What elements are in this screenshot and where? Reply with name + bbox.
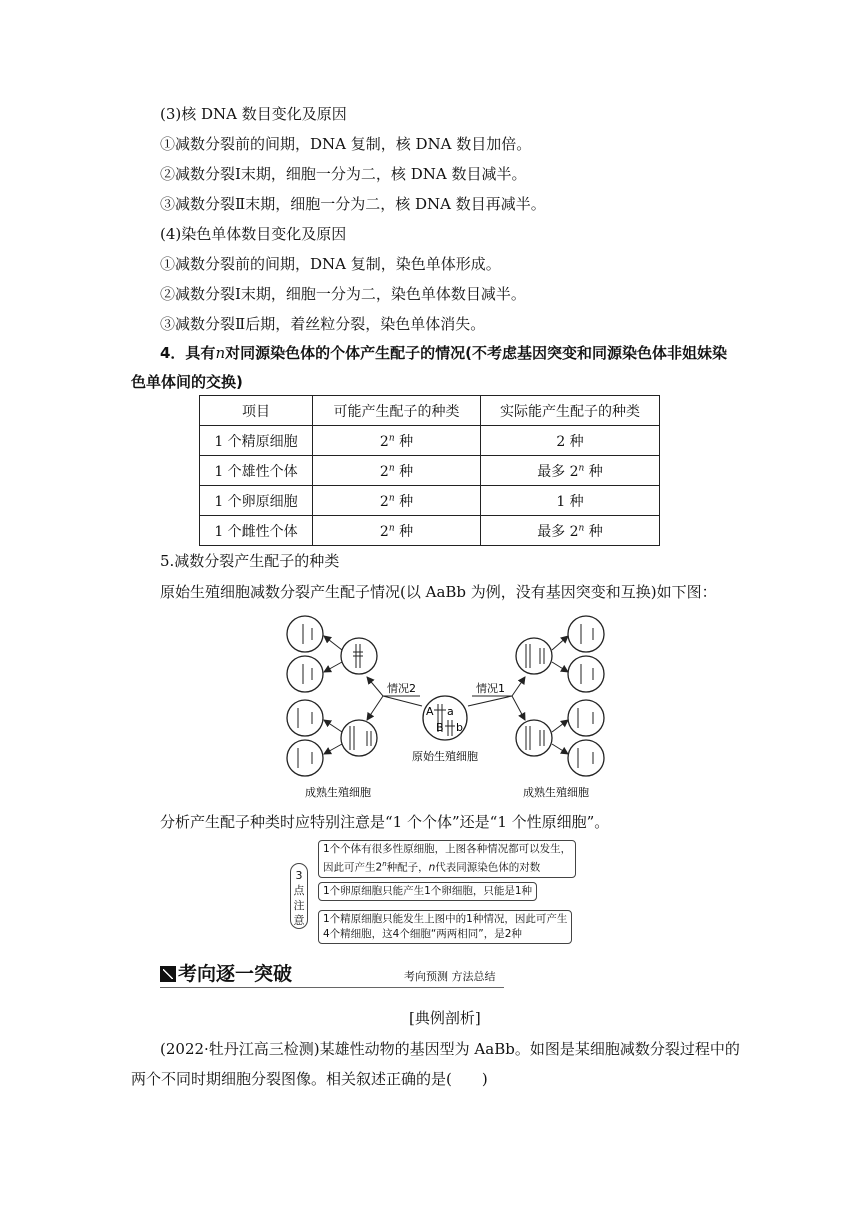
table-cell-item: 1 个卵原细胞 bbox=[200, 486, 313, 516]
case-right-label: 情况1 bbox=[476, 682, 505, 695]
mature-cell bbox=[568, 740, 604, 776]
center-cell bbox=[423, 696, 467, 740]
table-cell-item: 1 个雄性个体 bbox=[200, 456, 313, 486]
case-left-label: 情况2 bbox=[387, 682, 416, 695]
meiosis-diagram bbox=[270, 606, 620, 802]
section4-heading: (4)染色单体数目变化及原因 bbox=[160, 225, 347, 243]
table-cell-possible: 2$^n$ 种 bbox=[313, 516, 481, 546]
table-header-item: 项目 bbox=[200, 396, 313, 426]
corner-mark-icon bbox=[160, 966, 176, 982]
secondary-cell-right-bottom bbox=[516, 720, 552, 756]
section4-item-3: ③减数分裂Ⅱ后期，着丝粒分裂，染色单体消失。 bbox=[160, 315, 486, 333]
table-header-possible: 可能产生配子的种类 bbox=[313, 396, 481, 426]
notes-badge: 3 点 注 意 bbox=[290, 863, 308, 929]
table-row bbox=[200, 456, 660, 486]
point5-intro: 原始生殖细胞减数分裂产生配子情况(以 AaBb 为例，没有基因突变和互换)如下图： bbox=[160, 583, 717, 601]
point5-heading: 5.减数分裂产生配子的种类 bbox=[160, 552, 340, 570]
notes-diagram bbox=[290, 838, 596, 950]
section3-heading: (3)核 DNA 数目变化及原因 bbox=[160, 105, 347, 123]
table-cell-item: 1 个雌性个体 bbox=[200, 516, 313, 546]
table-cell-actual: 2 种 bbox=[481, 426, 660, 456]
point4-line1: 4．具有n对同源染色体的个体产生配子的情况(不考虑基因突变和同源染色体非姐妹染 bbox=[160, 344, 727, 362]
mature-cell bbox=[568, 656, 604, 692]
center-cell-label: 原始生殖细胞 bbox=[412, 750, 478, 763]
section-header bbox=[160, 962, 504, 988]
section-header-rule bbox=[160, 987, 504, 988]
example-line-2: 两个不同时期细胞分裂图像。相关叙述正确的是( ) bbox=[131, 1070, 488, 1088]
mature-cell bbox=[568, 616, 604, 652]
mature-right-label: 成熟生殖细胞 bbox=[523, 786, 589, 799]
table-header-row bbox=[200, 396, 660, 426]
note-box-3: 1个精原细胞只能发生上图中的1种情况，因此可产生 4个精细胞，这4个细胞“两两相同”，是2种 bbox=[318, 910, 572, 944]
gene-b-label: b bbox=[456, 721, 463, 734]
mature-cell bbox=[568, 700, 604, 736]
table-cell-possible: 2$^n$ 种 bbox=[313, 426, 481, 456]
point4-line2: 色单体间的交换) bbox=[131, 373, 243, 391]
table-cell-actual: 1 种 bbox=[481, 486, 660, 516]
gene-B-label: B bbox=[436, 721, 444, 734]
section4-item-2: ②减数分裂Ⅰ末期，细胞一分为二，染色单体数目减半。 bbox=[160, 285, 526, 303]
note-box-1: 1个个体有很多性原细胞，上图各种情况都可以发生， 因此可产生2$^n$种配子，n代表同源染色体的对数 bbox=[318, 840, 576, 878]
mature-cell bbox=[287, 740, 323, 776]
section-header-subtitle: 考向预测 方法总结 bbox=[404, 970, 496, 983]
section3-item-3: ③减数分裂Ⅱ末期，细胞一分为二，核 DNA 数目再减半。 bbox=[160, 195, 546, 213]
section4-item-1: ①减数分裂前的间期，DNA 复制，染色单体形成。 bbox=[160, 255, 501, 273]
table-cell-actual: 最多 2$^n$ 种 bbox=[481, 516, 660, 546]
table-cell-actual: 最多 2$^n$ 种 bbox=[481, 456, 660, 486]
table-cell-possible: 2$^n$ 种 bbox=[313, 456, 481, 486]
mature-cell bbox=[287, 700, 323, 736]
table-header-actual: 实际能产生配子的种类 bbox=[481, 396, 660, 426]
example-line-1: (2022·牡丹江高三检测)某雄性动物的基因型为 AaBb。如图是某细胞减数分裂过程中的 bbox=[160, 1040, 740, 1058]
note-box-2: 1个卵原细胞只能产生1个卵细胞，只能是1种 bbox=[318, 882, 537, 901]
section-header-title: 考向逐一突破 bbox=[160, 962, 292, 986]
mature-left-label: 成熟生殖细胞 bbox=[305, 786, 371, 799]
table-cell-possible: 2$^n$ 种 bbox=[313, 486, 481, 516]
mature-cell bbox=[287, 656, 323, 692]
table-row bbox=[200, 486, 660, 516]
mature-cell bbox=[287, 616, 323, 652]
secondary-cell-left-top bbox=[341, 638, 377, 674]
section3-item-2: ②减数分裂Ⅰ末期，细胞一分为二，核 DNA 数目减半。 bbox=[160, 165, 527, 183]
section3-item-1: ①减数分裂前的间期，DNA 复制，核 DNA 数目加倍。 bbox=[160, 135, 532, 153]
gene-a-label: a bbox=[447, 705, 454, 718]
gene-A-label: A bbox=[426, 705, 434, 718]
gamete-table bbox=[199, 395, 660, 546]
secondary-cell-right-top bbox=[516, 638, 552, 674]
table-row bbox=[200, 426, 660, 456]
table-cell-item: 1 个精原细胞 bbox=[200, 426, 313, 456]
secondary-cell-left-bottom bbox=[341, 720, 377, 756]
table-row bbox=[200, 516, 660, 546]
example-label: [典例剖析] bbox=[409, 1009, 481, 1027]
analysis-text: 分析产生配子种类时应特别注意是“1 个个体”还是“1 个性原细胞”。 bbox=[160, 813, 610, 831]
